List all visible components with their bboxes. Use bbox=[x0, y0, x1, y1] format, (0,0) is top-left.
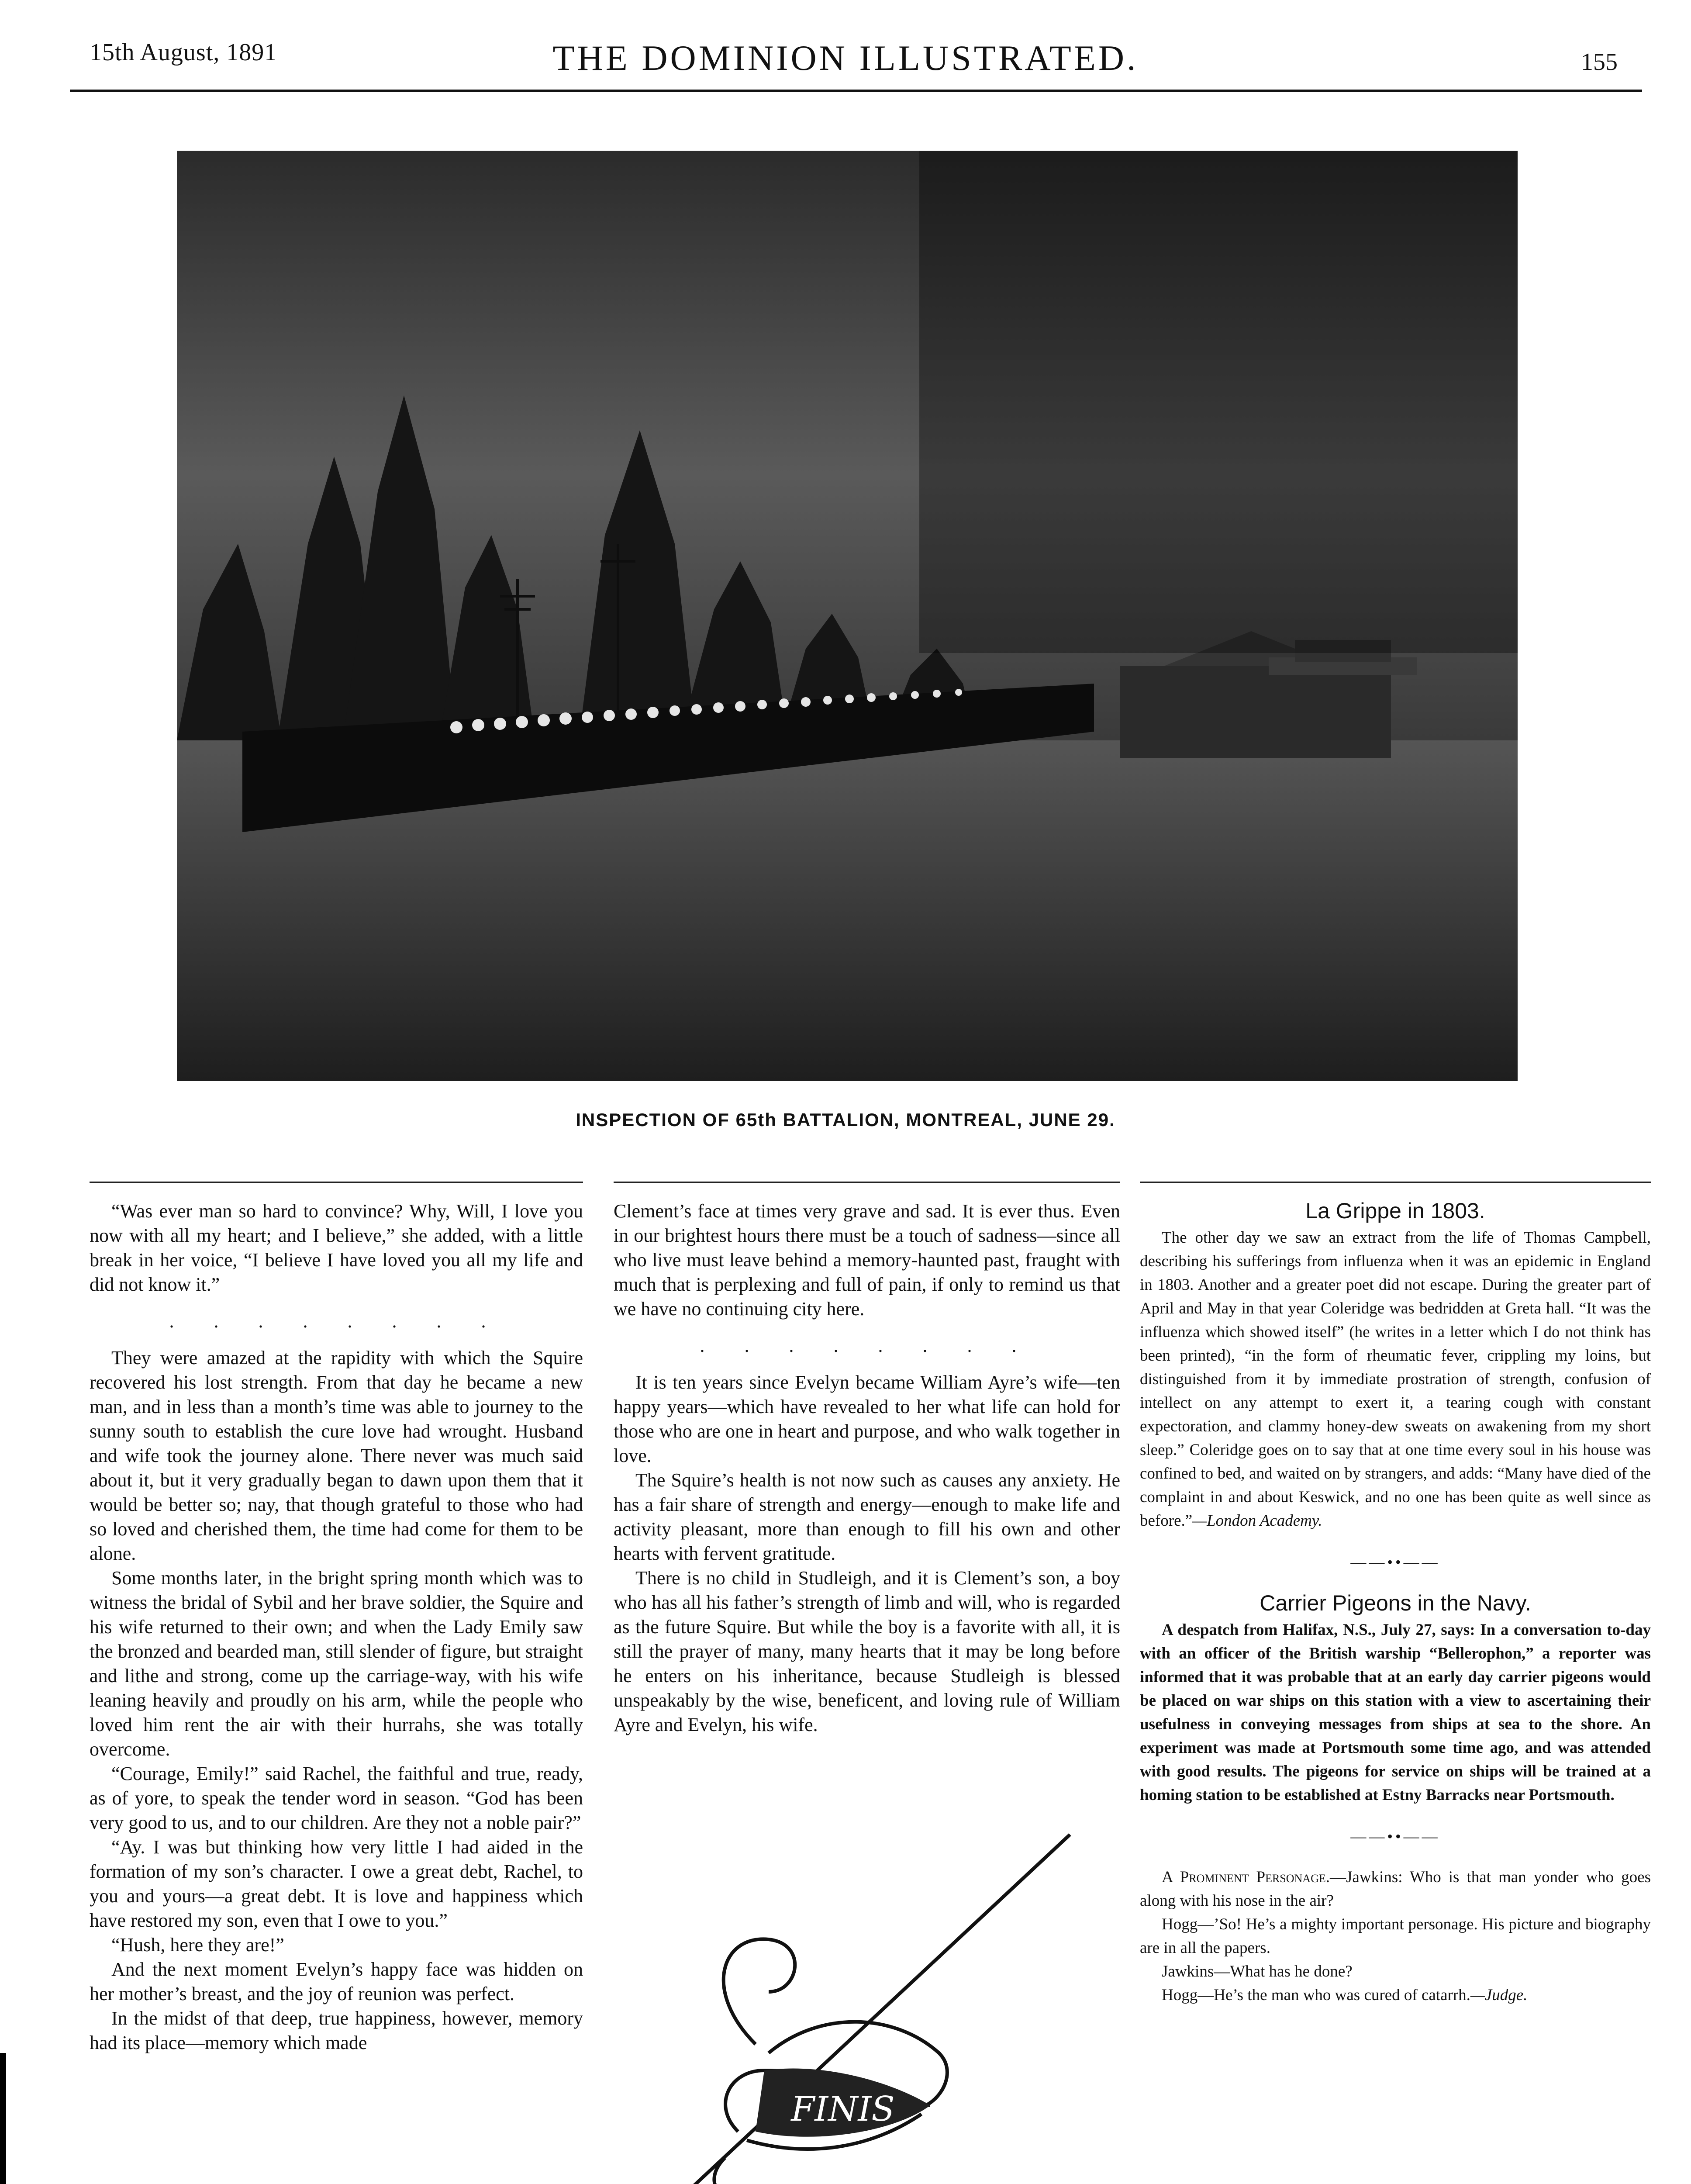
pigeons-body: A despatch from Halifax, N.S., July 27, says: In a conversation to-day with an officer of the British warship “Bellerophon,” a reporter was informed that it was probable that at an early day carrier pigeons would be placed on war ships on this station with a view to ascertaining their usefulness in conveying messages from ships at sea to the shore. An experiment was made at Portsmouth some time ago, and was attended with good results. The pigeons for service on ships will be trained at a homing station to be established at Estny Barracks near Portsmouth. bbox=[1140, 1621, 1651, 1804]
story-paragraph: There is no child in Studleigh, and it is Clement’s son, a boy who has all his father’s strength of limb and will, who is regarded as the future Squire. But while the boy is a favorite with all, it is still the prayer of many, many hearts that it may be long before he enters on his inheritance, because Studleigh is blessed unspeakably by the wise, beneficent, and loving rule of William Ayre and Evelyn, his wife. bbox=[614, 1567, 1120, 1735]
personage-anecdote bbox=[1140, 1866, 1651, 2007]
finis-label: FINIS bbox=[791, 2090, 895, 2129]
photo-caption: INSPECTION OF 65th BATTALION, MONTREAL, JUNE 29. bbox=[576, 1109, 1115, 1130]
section-break-dots: . . . . . . . . bbox=[700, 1335, 1034, 1356]
personage-line: Jawkins—What has he done? bbox=[1162, 1963, 1353, 1980]
story-column-1 bbox=[90, 1199, 583, 2055]
la-grippe-source: —London Academy. bbox=[1192, 1512, 1322, 1530]
la-grippe-body: The other day we saw an extract from the life of Thomas Campbell, describing his sufferings from influenza when it was an epidemic in England in 1803. Another and a greater poet did not escape. During the greater part of April and May in that year Coleridge was bedridden at Greta hall. “It was the influenza which showed itself” (he writes in a letter which I do not think has been printed), “in the form of rheumatic fever, crippling my loins, but distinguished from it by immediate prostration of strength, confusion of intellect on any attempt to exert it, a tearing cough with constant expectoration, and clammy honey-dew sweats on awakening from my short sleep.” Coleridge goes on to say that at one time every soul in his house was confined to bed, and waited on by strangers, and adds: “Many have died of the complaint in and about Keswick, and no one has been quite as well since as before.” bbox=[1140, 1229, 1651, 1530]
la-grippe-article bbox=[1140, 1199, 1651, 1533]
column-rule-left bbox=[90, 1182, 583, 1183]
photo-scene bbox=[177, 151, 1518, 1081]
page-number: 155 bbox=[1581, 48, 1618, 76]
battalion-photograph bbox=[177, 151, 1518, 1081]
personage-line: Hogg—He’s the man who was cured of catarrh. bbox=[1162, 1986, 1470, 2004]
story-paragraph: And the next moment Evelyn’s happy face was hidden on her mother’s breast, and the joy of reunion was perfect. bbox=[90, 1959, 583, 2004]
section-ornament: ——••—— bbox=[1350, 1553, 1440, 1571]
story-paragraph: They were amazed at the rapidity with which the Squire recovered his lost strength. From that day he became a new man, and in less than a month’s time was able to journey to the sunny south to establish the cure love had wrought. Husband and wife took the journey alone. There never was much said about it, but it very gradually began to dawn upon them that it would be better so; nay, that though grateful to those who had so loved and cherished them, the time had come for them to be alone. bbox=[90, 1347, 583, 1564]
la-grippe-title: La Grippe in 1803. bbox=[1305, 1199, 1485, 1223]
personage-line: Hogg—’So! He’s a mighty important personage. His picture and biography are in all the papers. bbox=[1140, 1915, 1651, 1957]
column-rule-right bbox=[1140, 1182, 1651, 1183]
personage-line: —Jawkins: Who is that man yonder who goes along with his nose in the air? bbox=[1140, 1868, 1651, 1910]
story-paragraph: “Was ever man so hard to convince? Why, Will, I love you now with all my heart; and I believe,” she added, with a little break in her voice, “I believe I have loved you all my life and did not know it.” bbox=[90, 1200, 583, 1295]
issue-date: 15th August, 1891 bbox=[90, 39, 277, 66]
masthead-title: THE DOMINION ILLUSTRATED. bbox=[552, 38, 1139, 78]
story-paragraph: “Hush, here they are!” bbox=[111, 1934, 284, 1956]
story-paragraph: It is ten years since Evelyn became William Ayre’s wife—ten happy years—which have revealed to her what life can hold for those who are one in heart and purpose, and who walk together in love. bbox=[614, 1372, 1120, 1466]
personage-heading: A Prominent Personage. bbox=[1162, 1868, 1330, 1886]
story-column-2 bbox=[614, 1199, 1120, 1737]
section-ornament: ——••—— bbox=[1350, 1828, 1440, 1845]
column-rule-middle bbox=[614, 1182, 1120, 1183]
story-paragraph: Some months later, in the bright spring month which was to witness the bridal of Sybil and her brave soldier, the Squire and his wife returned to their own; and when the Lady Emily saw the bronzed and bearded man, still slender of figure, but straight and lithe and strong, come up the carriage-way, with his wife leaning heavily and proudly on his arm, while the people who loved him rent the air with their hurrahs, she was totally overcome. bbox=[90, 1567, 583, 1760]
pigeons-article bbox=[1140, 1591, 1651, 1807]
masthead-rule bbox=[70, 90, 1642, 92]
story-paragraph: The Squire’s health is not now such as causes any anxiety. He has a fair share of strength and energy—enough to make life and activity pleasant, more than enough to fill his own and other hearts with fervent gratitude. bbox=[614, 1469, 1120, 1564]
story-paragraph: “Ay. I was but thinking how very little I had aided in the formation of my son’s character. I owe a great debt, Rachel, to you and yours—a great debt. It is love and happiness which have restored my son, even that I owe to you.” bbox=[90, 1836, 583, 1931]
finis-ornament bbox=[625, 1826, 1083, 2184]
scan-edge-shadow bbox=[0, 0, 17, 2184]
personage-source: —Judge. bbox=[1470, 1986, 1528, 2004]
story-paragraph: Clement’s face at times very grave and sad. It is ever thus. Even in our brightest hours there must be a touch of sadness—since all who live must leave behind a memory-haunted past, fraught with much that is perplexing and full of pain, if only to remind us that we have no continuing city here. bbox=[614, 1200, 1120, 1320]
story-paragraph: “Courage, Emily!” said Rachel, the faithful and true, ready, as of yore, to speak the tender word in season. “God has been very good to us, and to our children. Are they not a noble pair?” bbox=[90, 1763, 583, 1833]
news-column bbox=[1140, 1199, 1651, 2007]
story-paragraph: In the midst of that deep, true happiness, however, memory had its place—memory which made bbox=[90, 2008, 583, 2053]
pigeons-title: Carrier Pigeons in the Navy. bbox=[1260, 1591, 1531, 1615]
section-break-dots: . . . . . . . . bbox=[169, 1310, 504, 1332]
